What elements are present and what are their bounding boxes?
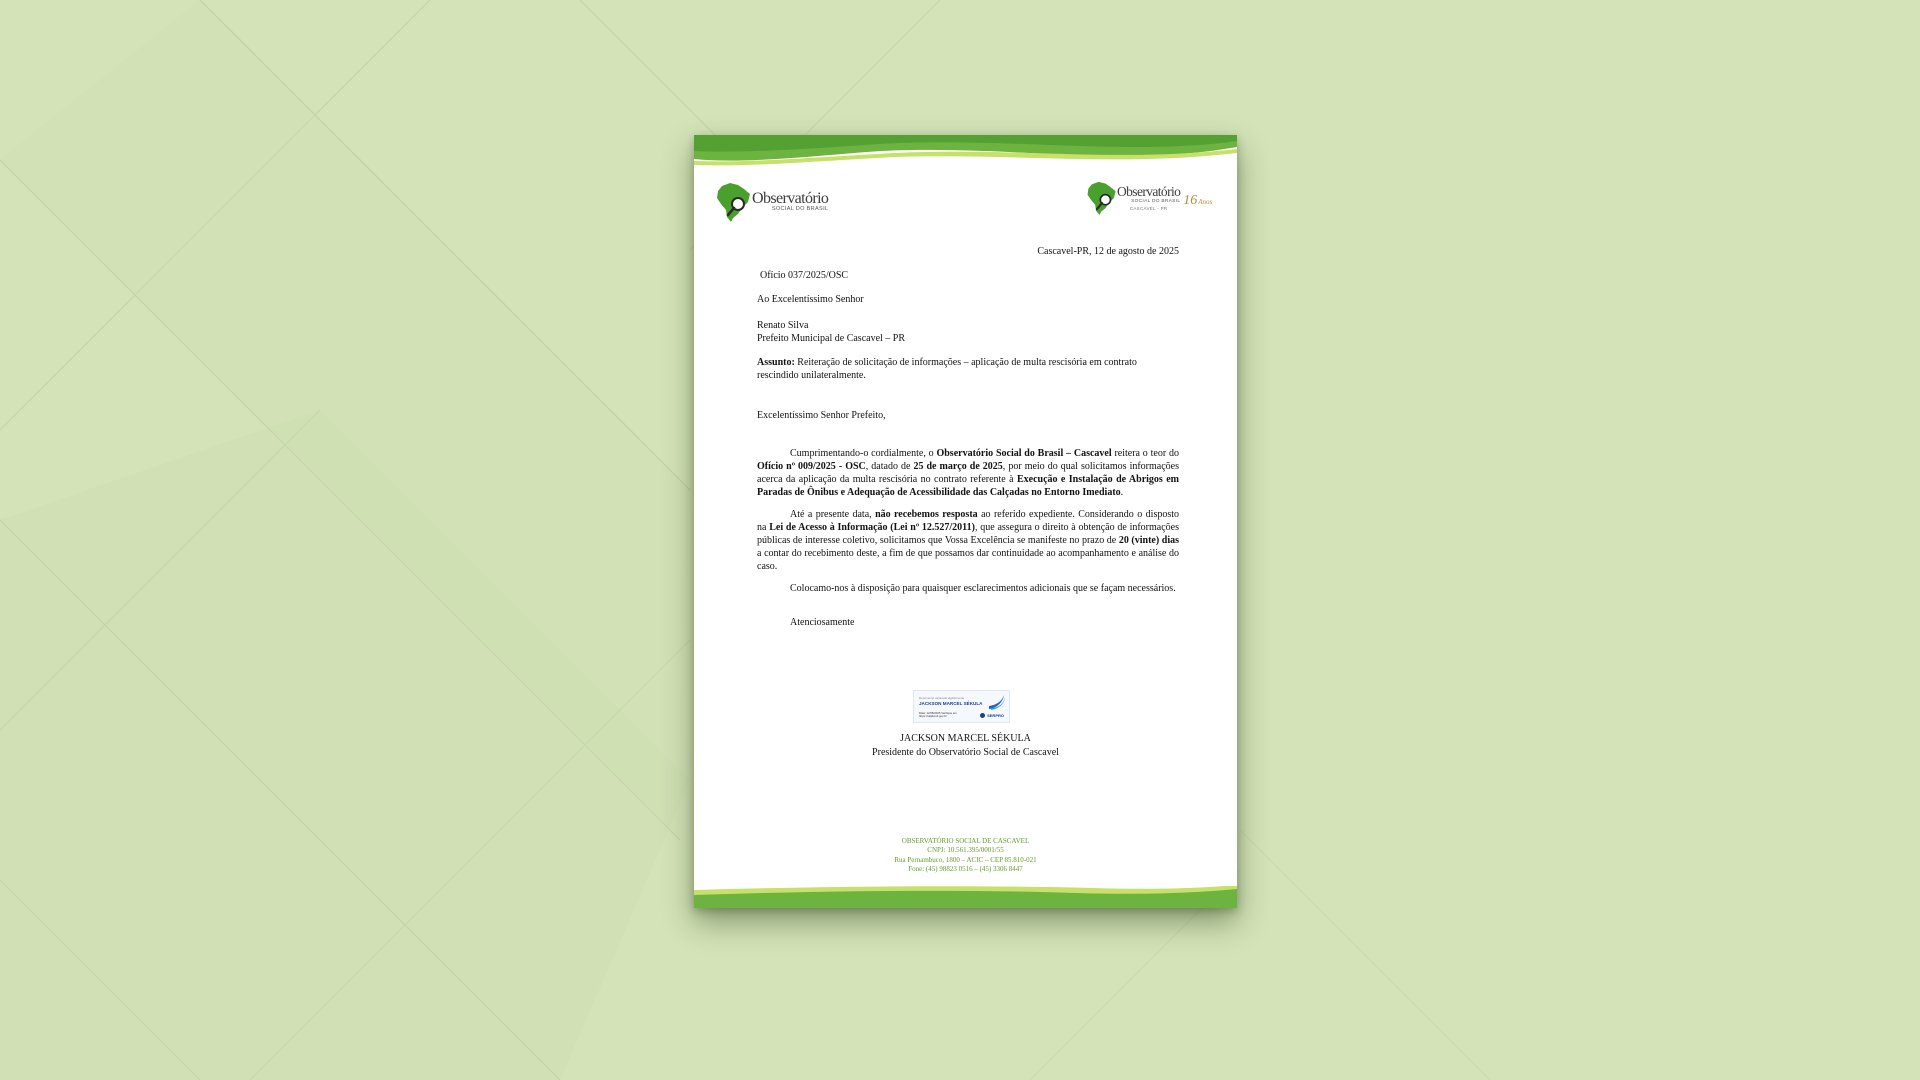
brazil-map-icon xyxy=(1085,178,1119,218)
signer-name: JACKSON MARCEL SÉKULA xyxy=(900,733,1031,744)
footer-cnpj: CNPJ: 10.561.395/0001/55 xyxy=(927,846,1004,855)
anniversary-number: 16 xyxy=(1183,193,1198,208)
paragraph-2: Até a presente data, não recebemos resposta ao referido expediente. Considerando o disposto na Lei de Acesso à Informação (Lei nº 12.527/2011), que assegura o direito à obtenção de informações públicas de interesse coletivo, solicitamos que Vossa Excelência se manifeste no prazo de 20 (vinte) dias a contar do recebimento deste, a fim de que possamos dar continuidade ao acompanhamento e análise do caso. xyxy=(757,509,1180,572)
recipient-name: Renato Silva xyxy=(757,320,809,331)
letter-body xyxy=(757,245,1179,629)
salutation-to: Ao Excelentíssimo Senhor xyxy=(757,294,864,305)
subject-text: Reiteração de solicitação de informações – aplicação de multa rescisória em contrato rescindido unilateralmente. xyxy=(757,357,1137,381)
subject-label: Assunto: xyxy=(757,357,795,368)
subject xyxy=(757,356,1179,382)
logo-sub: SOCIAL DO BRASIL xyxy=(771,206,829,212)
stamp-gov: SERPRO xyxy=(980,713,1004,718)
gov-logo-icon xyxy=(980,713,985,718)
signature-swoosh-icon xyxy=(987,693,1006,711)
logo-name: Observatório xyxy=(1117,183,1181,199)
anniversary-word: Anos xyxy=(1198,198,1213,206)
closing: Atenciosamente xyxy=(790,617,855,628)
stamp-name: JACKSON MARCEL SÉKULA xyxy=(919,701,983,706)
recipient-title: Prefeito Municipal de Cascavel – PR xyxy=(757,333,906,344)
city-sub: CASCAVEL - PR xyxy=(1129,205,1168,211)
observatorio-logo xyxy=(714,180,828,224)
date-line: Cascavel-PR, 12 de agosto de 2025 xyxy=(1037,246,1179,257)
letter-page xyxy=(694,135,1237,908)
footer-wave xyxy=(694,886,1237,908)
stamp-top: Documento assinado digitalmente xyxy=(919,696,965,700)
signer-role: Presidente do Observatório Social de Cascavel xyxy=(872,747,1059,758)
header-wave xyxy=(694,135,1237,167)
stamp-note: Data: 12/08/2025 Verifique em https://validar.iti.gov.br xyxy=(919,711,957,719)
paragraph-1: Cumprimentando-o cordialmente, o Observatório Social do Brasil – Cascavel reitera o teor do Ofício nº 009/2025 - OSC, datado de 25 de março de 2025, por meio do qual solicitamos informações acerca da aplicação da multa rescisória no contrato referente à Execução e Instalação de Abrigos em Paradas de Ônibus e Adequação de Acessibilidade das Calçadas no Entorno Imediato. xyxy=(757,448,1179,498)
brazil-map-icon xyxy=(714,180,754,224)
digital-signature-stamp xyxy=(913,690,1010,723)
anniversary-mark xyxy=(1183,193,1212,209)
footer-phone: Fone: (45) 98823 0516 – (45) 3306 8447 xyxy=(908,864,1023,873)
logo-name: Observatório xyxy=(752,190,829,207)
footer xyxy=(694,837,1237,874)
reference: Ofício 037/2025/OSC xyxy=(760,270,849,281)
anniversary-logo xyxy=(1085,178,1212,218)
logo-sub: SOCIAL DO BRASIL xyxy=(1131,198,1181,204)
paragraph-3: Colocamo-nos à disposição para quaisquer esclarecimentos adicionais que se façam necessários. xyxy=(790,583,1176,594)
signer-block xyxy=(694,732,1237,760)
footer-org: OBSERVATÓRIO SOCIAL DE CASCAVEL xyxy=(901,837,1030,845)
footer-address: Rua Pernambuco, 1800 – ACIC – CEP 85.810-021 xyxy=(894,855,1037,864)
greeting: Excelentíssimo Senhor Prefeito, xyxy=(757,410,886,421)
